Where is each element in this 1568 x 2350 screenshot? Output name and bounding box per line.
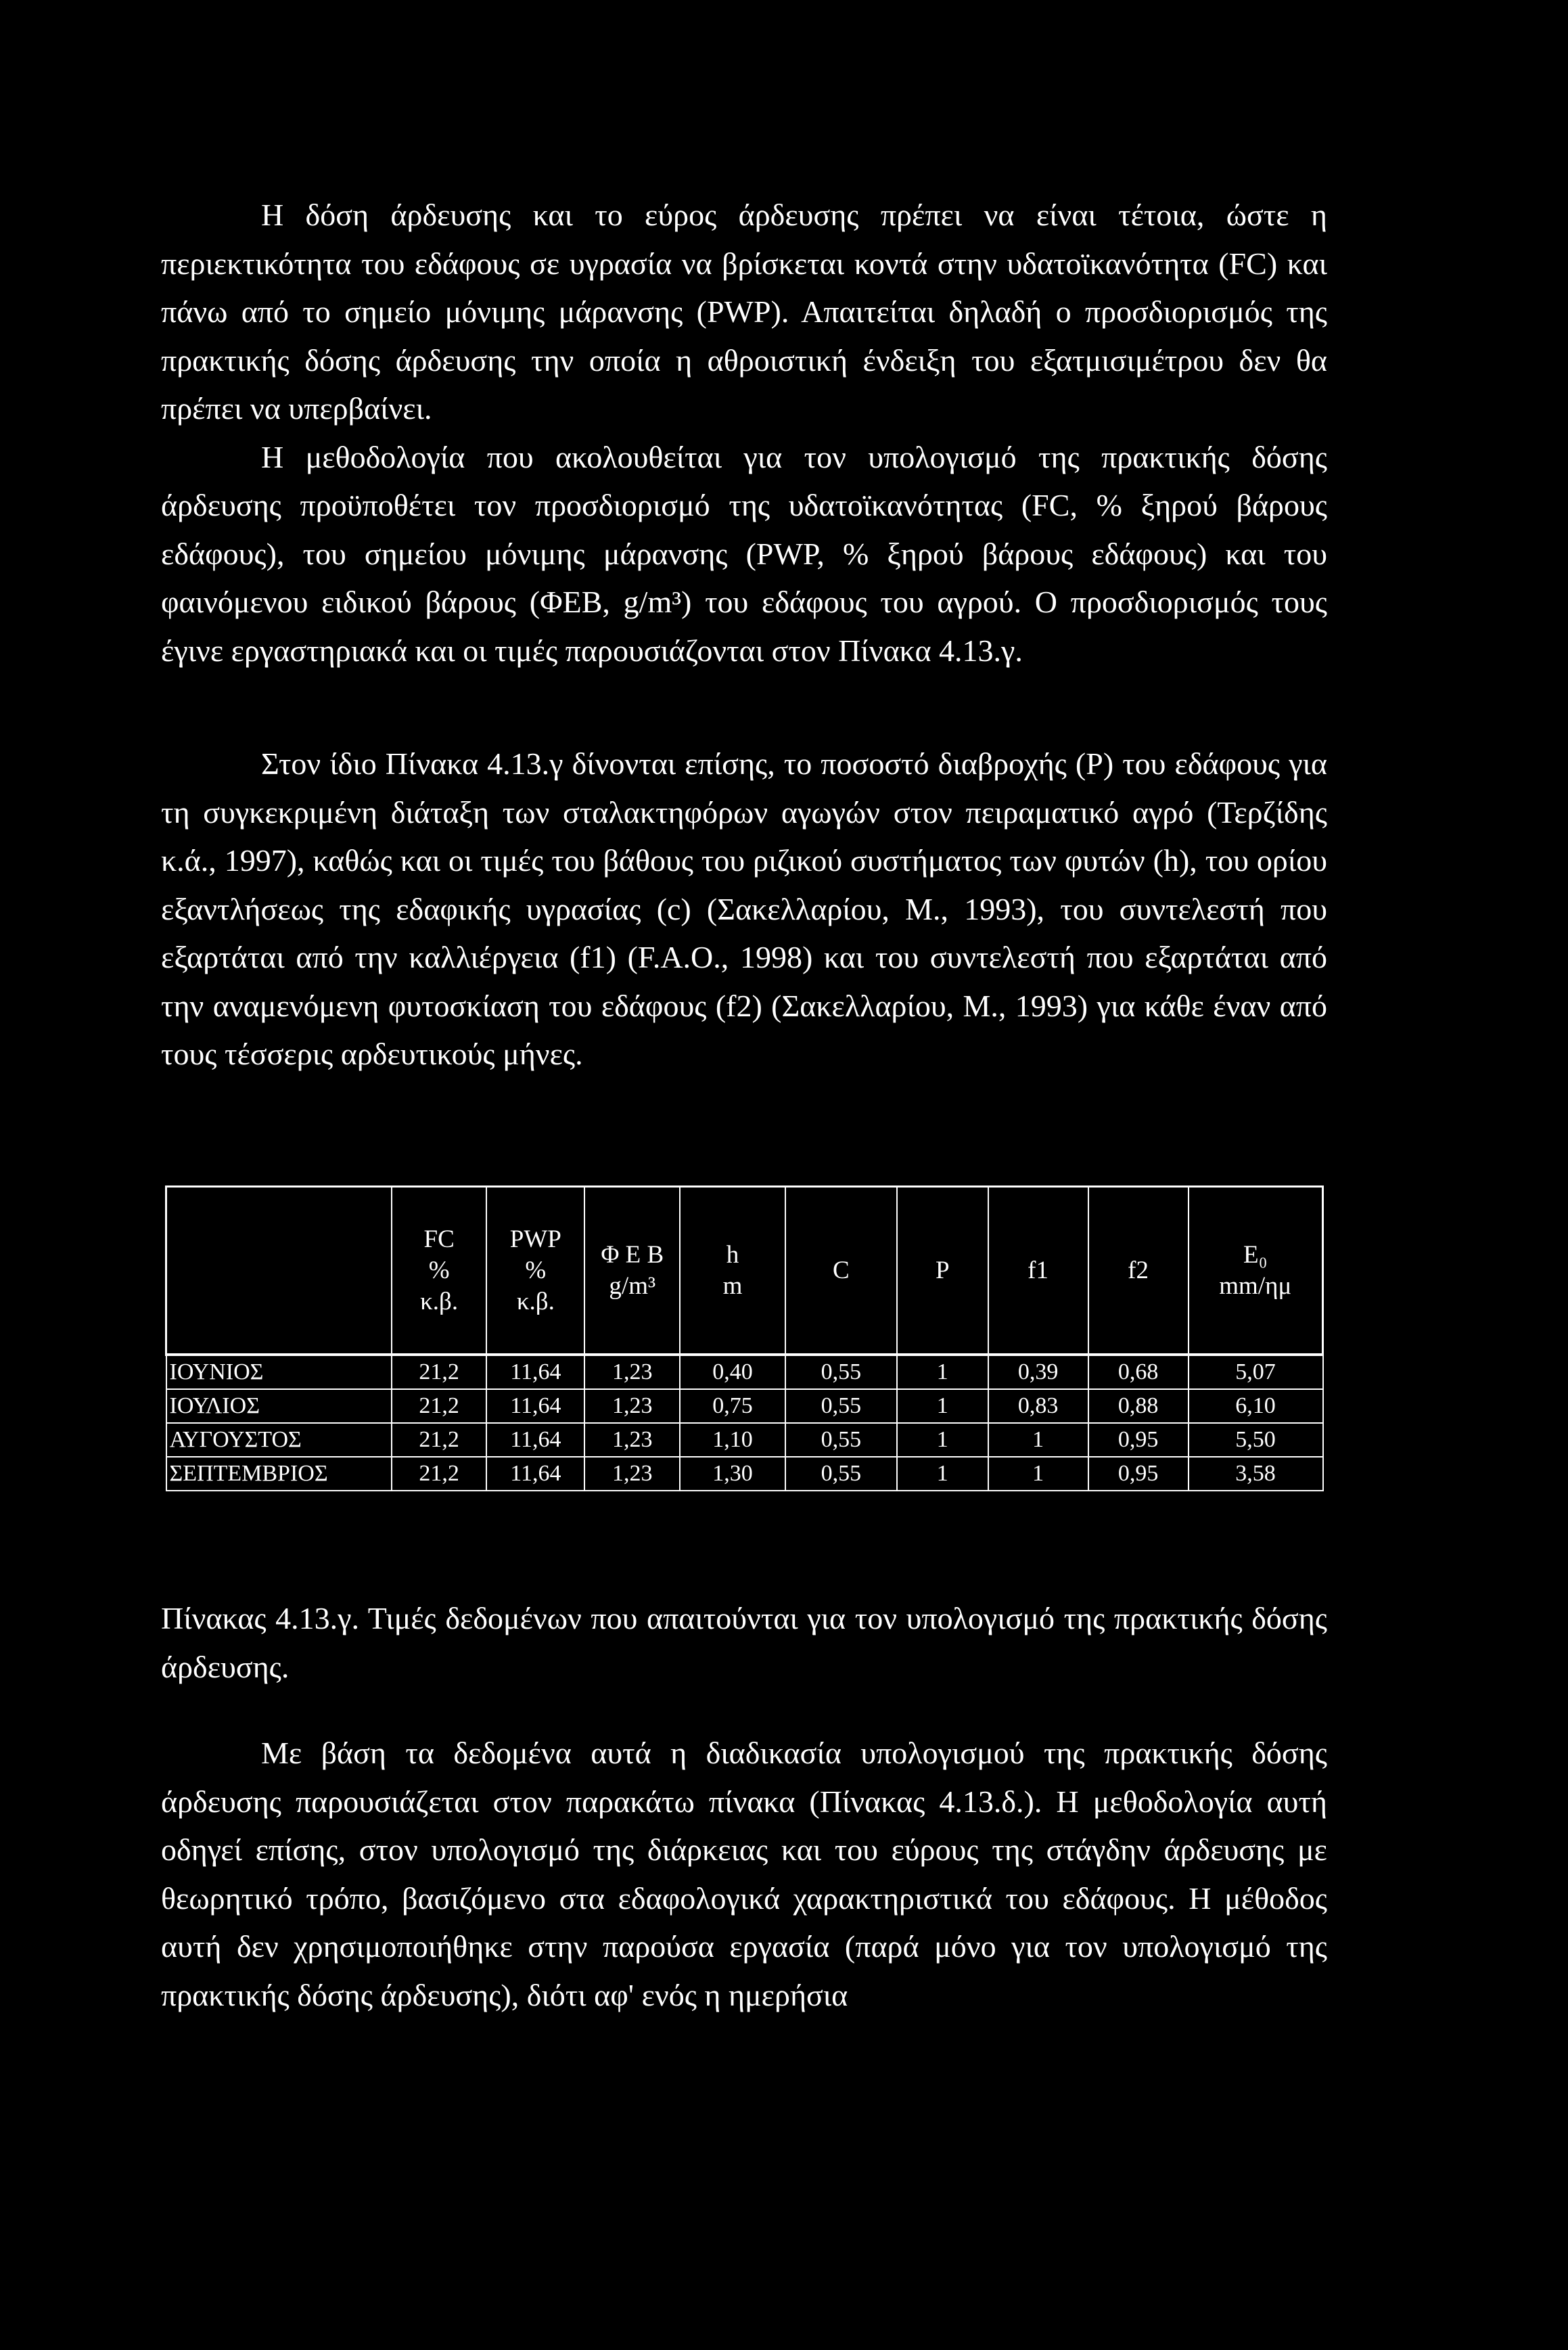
table-cell: ΑΥΓΟΥΣΤΟΣ bbox=[166, 1423, 392, 1457]
table-row bbox=[166, 1389, 1323, 1423]
table-cell: 1,23 bbox=[584, 1355, 680, 1389]
table-cell: 21,2 bbox=[392, 1457, 486, 1491]
header-h: h m bbox=[680, 1187, 785, 1355]
table-cell: 1 bbox=[988, 1423, 1088, 1457]
table-cell: 5,50 bbox=[1189, 1423, 1323, 1457]
header-p: P bbox=[897, 1187, 988, 1355]
table-cell: 11,64 bbox=[486, 1423, 584, 1457]
header-c: C bbox=[785, 1187, 897, 1355]
table-cell: 11,64 bbox=[486, 1457, 584, 1491]
table-row bbox=[166, 1457, 1323, 1491]
table-cell: 5,07 bbox=[1189, 1355, 1323, 1389]
paragraph-3: Στον ίδιο Πίνακα 4.13.γ δίνονται επίσης, το ποσοστό διαβροχής (P) του εδάφους για τη συγκεκριμένη διάταξη των σταλακτηφόρων αγωγών στον πειραματικό αγρό (Τερζίδης κ.ά., 1997), καθώς και οι τιμές του βάθους του ριζικού συστήματος των φυτών (h), του ορίου εξαντλήσεως της εδαφικής υγρασίας (c) (Σακελλαρίου, Μ., 1993), του συντελεστή που εξαρτάται από την καλλιέργεια (f1) (F.A.O., 1998) και του συντελεστή που εξαρτάται από την αναμενόμενη φυτοσκίαση του εδάφους (f2) (Σακελλαρίου, Μ., 1993) για κάθε έναν από τους τέσσερις αρδευτικούς μήνες. bbox=[161, 746, 1327, 1071]
table-cell: 1,23 bbox=[584, 1389, 680, 1423]
header-month bbox=[166, 1187, 392, 1355]
table-cell: 1,23 bbox=[584, 1423, 680, 1457]
table-cell: 0,95 bbox=[1088, 1457, 1189, 1491]
header-pwp: PWP % κ.β. bbox=[486, 1187, 584, 1355]
table-cell: 1,23 bbox=[584, 1457, 680, 1491]
table-cell: 3,58 bbox=[1189, 1457, 1323, 1491]
table-cell: 0,55 bbox=[785, 1355, 897, 1389]
paragraph-1 bbox=[161, 191, 1327, 675]
table-cell: ΣΕΠΤΕΜΒΡΙΟΣ bbox=[166, 1457, 392, 1491]
header-f2: f2 bbox=[1088, 1187, 1189, 1355]
data-table bbox=[165, 1185, 1324, 1491]
table-cell: ΙΟΥΝΙΟΣ bbox=[166, 1355, 392, 1389]
paragraph-4: Με βάση τα δεδομένα αυτά η διαδικασία υπολογισμού της πρακτικής δόσης άρδευσης παρουσιάζεται στον παρακάτω πίνακα (Πίνακας 4.13.δ.). Η μεθοδολογία αυτή οδηγεί επίσης, στον υπολογισμό της διάρκειας και του εύρους της στάγδην άρδευσης με θεωρητικό τρόπο, βασιζόμενο στα εδαφολογικά χαρακτηριστικά του εδάφους. Η μέθοδος αυτή δεν χρησιμοποιήθηκε στην παρούσα εργασία (παρά μόνο για τον υπολογισμό της πρακτικής δόσης άρδευσης), διότι αφ' ενός η ημερήσια bbox=[161, 1736, 1327, 2012]
table-cell: 1,30 bbox=[680, 1457, 785, 1491]
table-cell: 21,2 bbox=[392, 1423, 486, 1457]
header-e0: E₀ mm/ημ bbox=[1189, 1187, 1323, 1355]
table-caption: Πίνακας 4.13.γ. Τιμές δεδομένων που απαιτούνται για τον υπολογισμό της πρακτικής δόσης άρδευσης. bbox=[161, 1601, 1327, 1684]
table-header-row bbox=[166, 1187, 1323, 1355]
table-cell: ΙΟΥΛΙΟΣ bbox=[166, 1389, 392, 1423]
table-cell: 21,2 bbox=[392, 1355, 486, 1389]
data-table-wrapper bbox=[165, 1185, 1324, 1491]
table-row bbox=[166, 1355, 1323, 1389]
header-feb: Φ Ε Β g/m³ bbox=[584, 1187, 680, 1355]
header-f1: f1 bbox=[988, 1187, 1088, 1355]
table-row bbox=[166, 1423, 1323, 1457]
table-cell: 0,40 bbox=[680, 1355, 785, 1389]
table-cell: 0,75 bbox=[680, 1389, 785, 1423]
table-cell: 1 bbox=[897, 1355, 988, 1389]
table-cell: 1,10 bbox=[680, 1423, 785, 1457]
table-cell: 0,68 bbox=[1088, 1355, 1189, 1389]
table-cell: 0,55 bbox=[785, 1389, 897, 1423]
table-cell: 0,88 bbox=[1088, 1389, 1189, 1423]
table-cell: 1 bbox=[897, 1423, 988, 1457]
table-cell: 1 bbox=[897, 1389, 988, 1423]
table-cell: 1 bbox=[897, 1457, 988, 1491]
table-cell: 11,64 bbox=[486, 1355, 584, 1389]
table-cell: 0,83 bbox=[988, 1389, 1088, 1423]
table-cell: 1 bbox=[988, 1457, 1088, 1491]
table-cell: 21,2 bbox=[392, 1389, 486, 1423]
table-cell: 6,10 bbox=[1189, 1389, 1323, 1423]
table-cell: 0,55 bbox=[785, 1423, 897, 1457]
table-cell: 11,64 bbox=[486, 1389, 584, 1423]
table-cell: 0,55 bbox=[785, 1457, 897, 1491]
table-cell: 0,39 bbox=[988, 1355, 1088, 1389]
paragraph-2-text: Η μεθοδολογία που ακολουθείται για τον υπολογισμό της πρακτικής δόσης άρδευσης προϋποθέτει τον προσδιορισμό της υδατοϊκανότητας (FC, % ξηρού βάρους εδάφους), του σημείου μόνιμης μάρανσης (PWP, % ξηρού βάρους εδάφους) και του φαινόμενου ειδικού βάρους (ΦΕΒ, g/m³) του εδάφους του αγρού. Ο προσδιορισμός τους έγινε εργαστηριακά και οι τιμές παρουσιάζονται στον Πίνακα 4.13.γ. bbox=[161, 439, 1327, 668]
paragraph-1-text: Η δόση άρδευσης και το εύρος άρδευσης πρέπει να είναι τέτοια, ώστε η περιεκτικότητα του εδάφους σε υγρασία να βρίσκεται κοντά στην υδατοϊκανότητα (FC) και πάνω από το σημείο μόνιμης μάρανσης (PWP). Απαιτείται δηλαδή ο προσδιορισμός της πρακτικής δόσης άρδευσης την οποία η αθροιστική ένδειξη του εξατμισιμέτρου δεν θα πρέπει να υπερβαίνει. bbox=[161, 198, 1327, 426]
table-cell: 0,95 bbox=[1088, 1423, 1189, 1457]
header-fc: FC % κ.β. bbox=[392, 1187, 486, 1355]
